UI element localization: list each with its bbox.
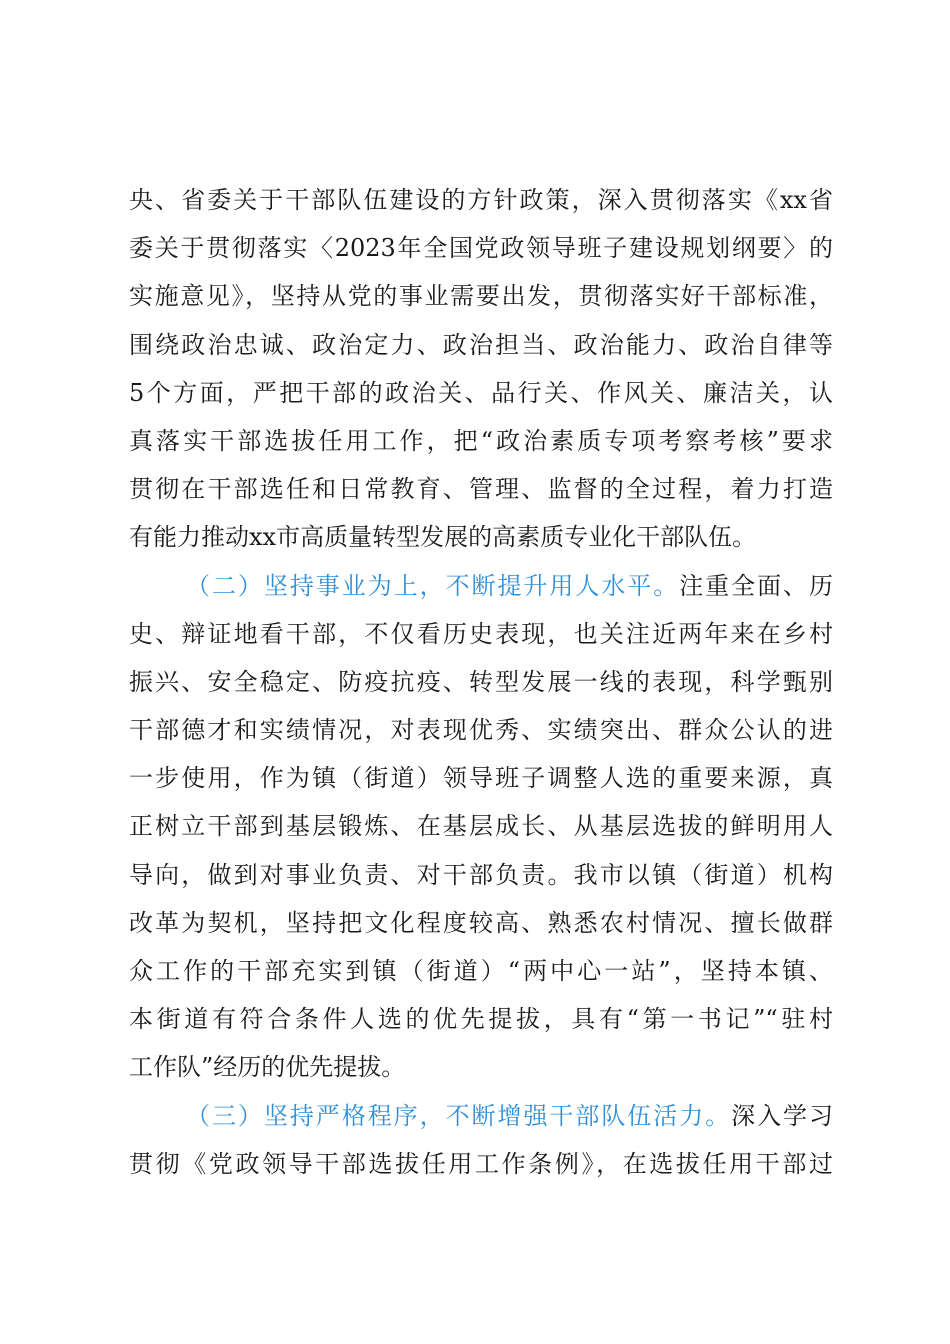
paragraph-first-line [129,562,833,610]
paragraph-text: 注重全面、历 [679,571,834,600]
paragraph-line: 一步使用，作为镇（街道）领导班子调整人选的重要来源，真 [129,764,833,793]
paragraph-line: 真落实干部选拔任用工作，把“政治素质专项考察考核”要求 [129,426,833,455]
paragraph-line: 改革为契机，坚持把文化程度较高、熟悉农村情况、擅长做群 [129,908,833,937]
paragraph-line: 工作队”经历的优先提拔。 [129,1053,406,1082]
document-body [129,176,833,1188]
paragraph-line: 实施意见》，坚持从党的事业需要出发，贯彻落实好干部标准， [129,282,833,311]
paragraph-line: 本街道有符合条件人选的优先提拔，具有“第一书记”“驻村 [129,1005,833,1034]
paragraph-line: 干部德才和实绩情况，对表现优秀、实绩突出、群众公认的进 [129,716,833,745]
paragraph-line: 委关于贯彻落实〈2023年全国党政领导班子建设规划纲要〉的 [129,234,833,263]
paragraph-line: 央、省委关于干部队伍建设的方针政策，深入贯彻落实《xx省 [129,186,833,214]
paragraph-first-line [129,1092,833,1140]
paragraph-line: 贯彻在干部选任和日常教育、管理、监督的全过程，着力打造 [129,475,833,504]
paragraph-text: 深入学习 [731,1101,833,1130]
paragraph-line: 正树立干部到基层锻炼、在基层成长、从基层选拔的鲜明用人 [129,812,833,841]
paragraph-line: 史、辩证地看干部，不仅看历史表现，也关注近两年来在乡村 [129,619,833,648]
paragraph-line: 围绕政治忠诚、政治定力、政治担当、政治能力、政治自律等 [129,330,833,359]
paragraph-line: 振兴、安全稳定、防疫抗疫、转型发展一线的表现，科学甄别 [129,667,833,696]
paragraph-line: 众工作的干部充实到镇（街道）“两中心一站”，坚持本镇、 [129,957,833,985]
paragraph-line: 贯彻《党政领导干部选拔任用工作条例》，在选拔任用干部过 [129,1149,833,1178]
paragraph-line: 有能力推动xx市高质量转型发展的高素质专业化干部队伍。 [129,523,757,552]
section-heading: （二）坚持事业为上，不断提升用人水平。 [186,571,680,600]
paragraph-line: 5个方面，严把干部的政治关、品行关、作风关、廉洁关，认 [129,378,833,407]
paragraph-line: 导向，做到对事业负责、对干部负责。我市以镇（街道）机构 [129,860,833,889]
section-heading: （三）坚持严格程序，不断增强干部队伍活力。 [186,1101,732,1130]
